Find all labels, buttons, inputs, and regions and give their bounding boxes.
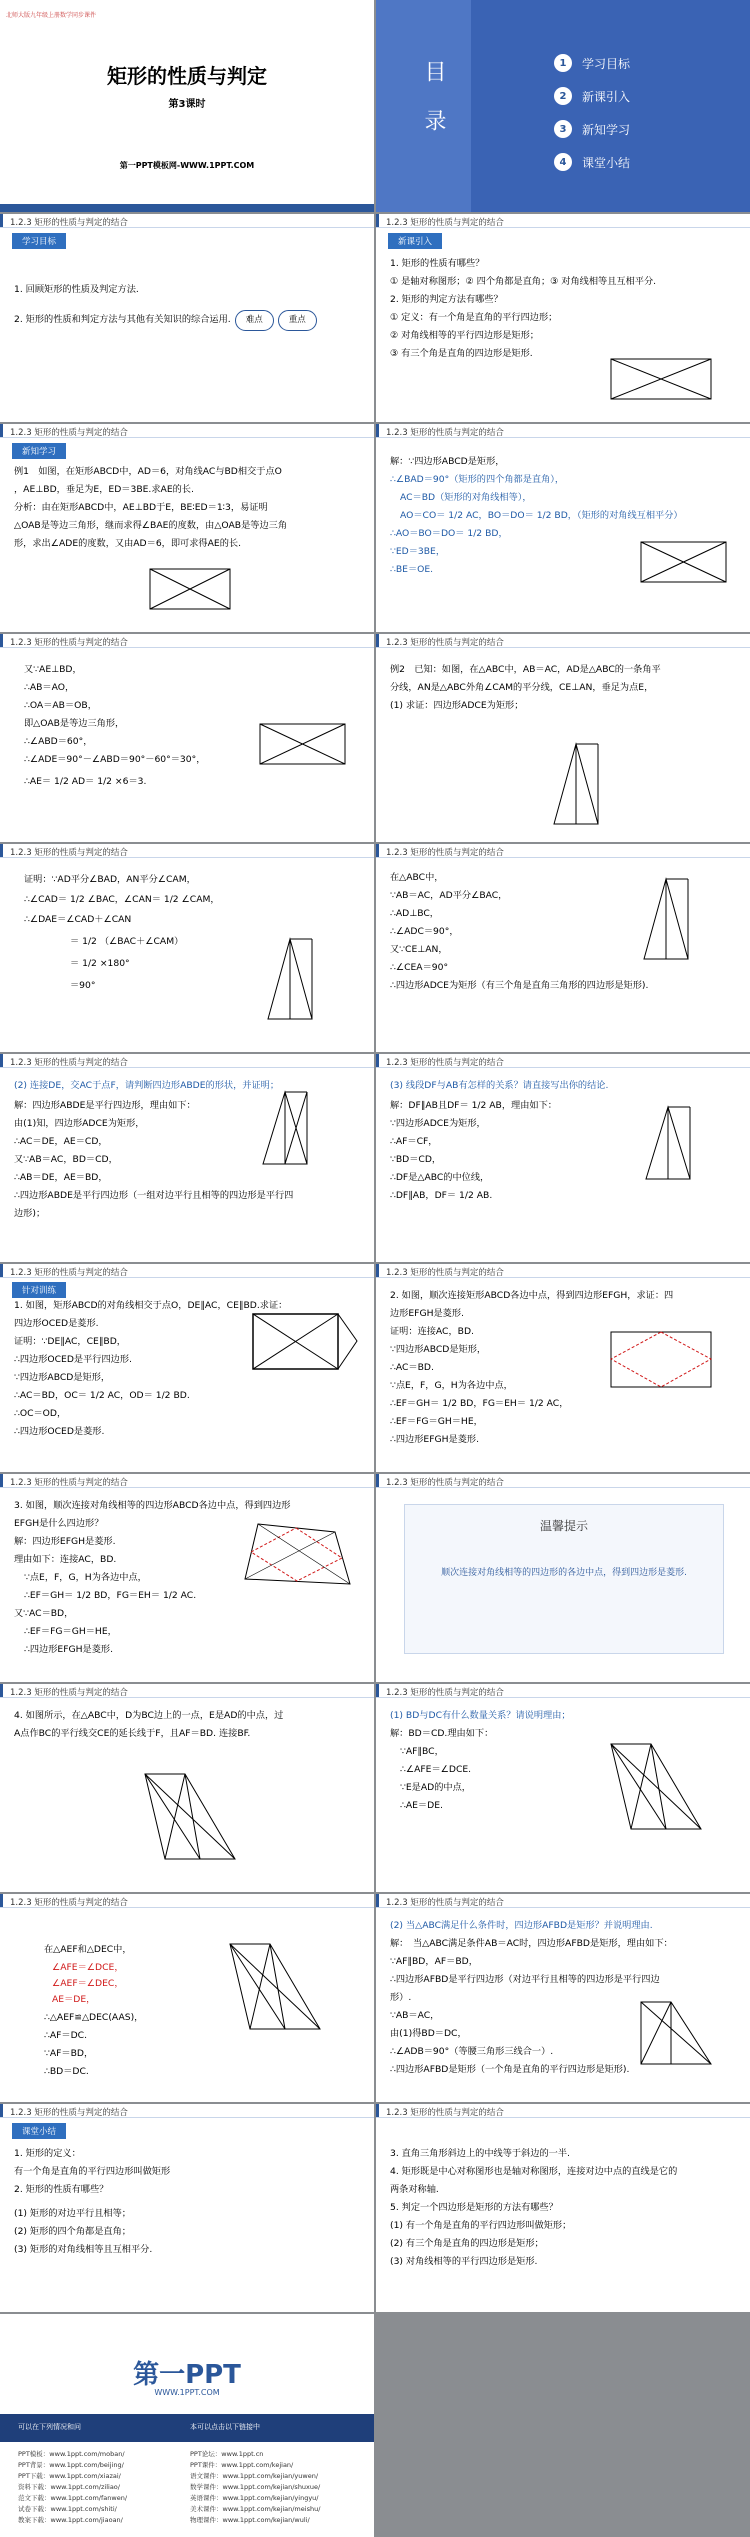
slide-header: 1.2.3 矩形的性质与判定的结合 — [0, 214, 374, 228]
text-line: ∵AB＝AC， — [390, 2010, 440, 2021]
text-line: (1) BD与DC有什么数量关系？请说明理由； — [390, 1710, 571, 1721]
footer-link[interactable]: PPT下载：www.1ppt.com/xiazai/ — [18, 2472, 121, 2480]
difficulty-pill: 难点 — [235, 310, 274, 331]
footer-band: 可以在下列情况和问 本可以点击以下链接中 — [0, 2414, 374, 2442]
quadrilateral-figure — [240, 1514, 360, 1594]
triangle-parallel-figure — [220, 1929, 330, 2039]
text-line: ∴EF＝GH＝ 1/2 BD，FG＝EH＝ 1/2 AC. — [24, 1590, 197, 1601]
text-line: 形）. — [390, 1992, 412, 2003]
text-line: ∴AB＝AO， — [24, 682, 75, 693]
text-line: 由(1)知，四边形ADCE为矩形， — [14, 1118, 145, 1129]
text-line: A点作BC的平行线交CE的延长线于F，且AF＝BD. 连接BF. — [14, 1728, 251, 1739]
triangle-figure — [255, 1084, 315, 1174]
slide-intro[interactable] — [376, 214, 750, 422]
slide-example2[interactable] — [376, 634, 750, 842]
footer-link[interactable]: 试卷下载：www.1ppt.com/shiti/ — [18, 2505, 117, 2513]
text-line: ∴∠ADE＝90°－∠ABD＝90°－60°＝30°， — [24, 754, 206, 765]
rectangle-figure — [601, 349, 731, 409]
text-line: ∴∠DAE＝∠CAD＋∠CAN — [24, 914, 132, 925]
text-line: ∴OC＝OD， — [14, 1408, 67, 1419]
toc-item-3[interactable]: 3 新知学习 — [554, 120, 630, 138]
text-line: 即△OAB是等边三角形， — [24, 718, 125, 729]
cover-top-note: 北师大版九年级上册数学同步课件 — [6, 12, 97, 19]
slide-part2[interactable] — [0, 1054, 374, 1262]
cover-title: 矩形的性质与判定 — [107, 64, 267, 88]
text-line: 分析：由在矩形ABCD中，AE⊥BD于E，BE∶ED＝1∶3，易证明 — [14, 502, 268, 513]
cover-site: 第一PPT模板网-WWW.1PPT.COM — [119, 161, 255, 170]
text-line: 在△ABC中， — [390, 872, 444, 883]
midpoint-rhombus-figure — [606, 1324, 716, 1394]
slide-header: 1.2.3 矩形的性质与判定的结合 — [0, 1054, 374, 1068]
footer-link[interactable]: 语文课件：www.1ppt.com/kejian/yuwen/ — [190, 2472, 319, 2480]
slide-proof-angles[interactable] — [0, 844, 374, 1052]
text-line: ∴DF∥AB，DF＝ 1/2 AB. — [390, 1190, 493, 1201]
text-line: 在△AEF和△DEC中， — [44, 1944, 132, 1955]
toc-item-2[interactable]: 2 新课引入 — [554, 87, 630, 105]
text-line: (2) 有三个角是直角的四边形是矩形； — [390, 2238, 544, 2249]
text-line: ∴AC＝BD. — [390, 1362, 434, 1373]
footer-link[interactable]: 物理课件：www.1ppt.com/kejian/wuli/ — [190, 2516, 310, 2524]
text-line: ∵AF∥BC， — [400, 1746, 444, 1757]
triangle-parallel-figure — [601, 1729, 711, 1839]
text-line: ∴EF＝GH＝ 1/2 BD，FG＝EH＝ 1/2 AC， — [390, 1398, 569, 1409]
text-line: ∵AF＝BD， — [44, 2048, 94, 2059]
tip-title: 温馨提示 — [539, 1519, 588, 1533]
text-line: ∴四边形OCED是菱形. — [14, 1426, 105, 1437]
text-line: 由(1)得BD＝DC， — [390, 2028, 467, 2039]
slide-summary2[interactable] — [376, 2104, 750, 2312]
text-line: ∵ED＝3BE， — [390, 546, 446, 557]
slide-header: 1.2.3 矩形的性质与判定的结合 — [0, 844, 374, 858]
rectangle-figure — [636, 532, 736, 592]
text-line: ② 对角线相等的平行四边形是矩形； — [390, 330, 539, 341]
footer-link[interactable]: PPT背景：www.1ppt.com/beijing/ — [18, 2461, 124, 2469]
text-line: ∴AF＝CF， — [390, 1136, 438, 1147]
slide-part3[interactable] — [376, 1054, 750, 1262]
text-line: ∴四边形AFBD是矩形（一个角是直角的平行四边形是矩形). — [390, 2064, 630, 2075]
text-line: ∴DF是△ABC的中位线， — [390, 1172, 490, 1183]
text-line: 解：四边形ABDE是平行四边形，理由如下： — [14, 1100, 196, 1111]
text-line: ∴∠CAD＝ 1/2 ∠BAC，∠CAN＝ 1/2 ∠CAM， — [24, 894, 220, 905]
toc-item-1[interactable]: 1 学习目标 — [554, 54, 630, 72]
footer-link[interactable]: PPT课件：www.1ppt.com/kejian/ — [190, 2461, 294, 2469]
footer-link[interactable]: 数学课件：www.1ppt.com/kejian/shuxue/ — [190, 2483, 321, 2491]
slide-header: 1.2.3 矩形的性质与判定的结合 — [376, 1894, 750, 1908]
slide-footer[interactable] — [0, 2314, 374, 2537]
rectangle-rhombus-figure — [245, 1304, 365, 1384]
slide-practice1[interactable] — [0, 1264, 374, 1472]
slide-header: 1.2.3 矩形的性质与判定的结合 — [376, 1054, 750, 1068]
text-line: ∴∠ADB＝90°（等腰三角形三线合一）. — [390, 2046, 554, 2057]
text-line: ∴EF＝FG＝GH＝HE， — [390, 1416, 483, 1427]
text-line: 解：DF∥AB且DF＝ 1/2 AB，理由如下： — [390, 1100, 557, 1111]
goal-line-2: 2. 矩形的性质和判定方法与其他有关知识的综合运用. 难点 重点 — [14, 310, 317, 331]
text-line: 解：四边形EFGH是菱形. — [14, 1536, 116, 1547]
triangle-figure — [636, 869, 696, 969]
text-line: 又∵AC＝BD， — [14, 1608, 74, 1619]
slide-header: 1.2.3 矩形的性质与判定的结合 — [376, 1264, 750, 1278]
text-line: ∴∠ABD＝60°， — [24, 736, 93, 747]
slide-summary[interactable] — [0, 2104, 374, 2312]
text-line: (2) 连接DE，交AC于点F，请判断四边形ABDE的形状，并证明； — [14, 1080, 280, 1091]
text-line: ∴AE＝ 1/2 AD＝ 1/2 ×6＝3. — [24, 776, 147, 787]
slide-practice4-b[interactable] — [0, 1894, 374, 2102]
text-line: ＝90° — [70, 980, 96, 991]
rectangle-afbd-figure — [631, 1994, 721, 2074]
section-tag: 新知学习 — [12, 443, 66, 459]
cover-subtitle: 第3课时 — [168, 99, 206, 110]
text-line: ∴∠ADC＝90°， — [390, 926, 459, 937]
slide-header: 1.2.3 矩形的性质与判定的结合 — [0, 1474, 374, 1488]
footer-left-links — [18, 2449, 127, 2526]
text-line: ∵BD＝CD， — [390, 1154, 442, 1165]
text-line: AO＝CO＝ 1/2 AC，BO＝DO＝ 1/2 BD，（矩形的对角线互相平分） — [400, 510, 683, 521]
text-line: 3. 如图，顺次连接对角线相等的四边形ABCD各边中点，得到四边形 — [14, 1500, 291, 1511]
text-line: ∴EF＝FG＝GH＝HE， — [24, 1626, 117, 1637]
text-line: ∵AF∥BD，AF＝BD， — [390, 1956, 478, 1967]
text-line: ∴四边形AFBD是平行四边形（对边平行且相等的四边形是平行四边 — [390, 1974, 660, 1985]
text-line: ① 定义：有一个角是直角的平行四边形； — [390, 312, 558, 323]
footer-url[interactable]: WWW.1PPT.COM — [154, 2388, 220, 2397]
slide-practice3[interactable] — [0, 1474, 374, 1682]
text-line: 2. 矩形的判定方法有哪些？ — [390, 294, 503, 305]
text-line: ① 是轴对称图形；② 四个角都是直角；③ 对角线相等且互相平分. — [390, 276, 657, 287]
slide-header: 1.2.3 矩形的性质与判定的结合 — [0, 424, 374, 438]
text-line: 1. 矩形的性质有哪些？ — [390, 258, 485, 269]
text-line: ∵E是AD的中点， — [400, 1782, 471, 1793]
toc-title: 目 录 — [421, 60, 446, 141]
text-line: ＝ 1/2 （∠BAC＋∠CAM） — [70, 936, 184, 947]
toc-item-4[interactable]: 4 课堂小结 — [554, 153, 630, 171]
text-line: (1) 有一个角是直角的平行四边形叫做矩形； — [390, 2220, 572, 2231]
slide-header: 1.2.3 矩形的性质与判定的结合 — [376, 1684, 750, 1698]
rectangle-figure — [255, 714, 355, 774]
text-line: ∴AC＝BD，OC＝ 1/2 AC，OD＝ 1/2 BD. — [14, 1390, 190, 1401]
text-line: ∴∠AFE＝∠DCE. — [400, 1764, 472, 1775]
slide-header: 1.2.3 矩形的性质与判定的结合 — [0, 1894, 374, 1908]
text-line: ∵四边形ABCD是矩形， — [390, 1344, 487, 1355]
slide-header: 1.2.3 矩形的性质与判定的结合 — [376, 214, 750, 228]
text-line: 四边形OCED是菱形. — [14, 1318, 99, 1329]
text-line: 5. 判定一个四边形是矩形的方法有哪些？ — [390, 2202, 558, 2213]
slide-header: 1.2.3 矩形的性质与判定的结合 — [376, 2104, 750, 2118]
text-line: ③ 有三个角是直角的四边形是矩形. — [390, 348, 533, 359]
triangle-figure — [638, 1099, 698, 1189]
tip-box — [404, 1504, 724, 1654]
text-line: 边形)； — [14, 1208, 46, 1219]
text-line: EFGH是什么四边形？ — [14, 1518, 104, 1529]
text-line: ∴四边形OCED是平行四边形. — [14, 1354, 132, 1365]
text-line: (3) 线段DF与AB有怎样的关系？请直接写出你的结论. — [390, 1080, 609, 1091]
text-line: ∴BD＝DC. — [44, 2066, 89, 2077]
text-line: 2. 矩形的性质有哪些？ — [14, 2184, 109, 2195]
text-line: ∴AE＝DE. — [400, 1800, 443, 1811]
slide-header: 1.2.3 矩形的性质与判定的结合 — [0, 2104, 374, 2118]
section-tag: 针对训练 — [12, 1282, 66, 1298]
section-tag: 学习目标 — [12, 233, 66, 249]
text-line: ∵点E，F，G，H为各边中点， — [390, 1380, 513, 1391]
slide-goals[interactable] — [0, 214, 374, 422]
text-line: (2) 当△ABC满足什么条件时，四边形AFBD是矩形？并说明理由. — [390, 1920, 653, 1931]
slide-header: 1.2.3 矩形的性质与判定的结合 — [0, 1684, 374, 1698]
footer-link[interactable]: PPT论坛：www.1ppt.cn — [190, 2450, 264, 2458]
triangle-figure — [546, 734, 606, 834]
footer-link[interactable]: 范文下载：www.1ppt.com/fanwen/ — [18, 2494, 128, 2502]
footer-link[interactable]: PPT模板：www.1ppt.com/moban/ — [18, 2450, 125, 2458]
slide-practice2[interactable] — [376, 1264, 750, 1472]
tip-text: 顺次连接对角线相等的四边形的各边中点，得到四边形是菱形. — [441, 1568, 687, 1578]
text-line: ∴∠BAD＝90°（矩形的四个角都是直角）， — [390, 474, 565, 485]
text-line: 1. 矩形的定义： — [14, 2148, 81, 2159]
footer-right-links — [190, 2449, 320, 2526]
text-line: ∴OA＝AB＝OB， — [24, 700, 97, 711]
text-line: 边形EFGH是菱形. — [390, 1308, 464, 1319]
section-tag: 课堂小结 — [12, 2123, 66, 2139]
text-line: 例1 如图，在矩形ABCD中，AD＝6，对角线AC与BD相交于点O — [14, 466, 282, 477]
text-line: 证明：连接AC，BD. — [390, 1326, 474, 1337]
text-line: 有一个角是直角的平行四边形叫做矩形 — [14, 2166, 171, 2177]
slide-toc[interactable] — [376, 0, 750, 212]
slide-cover[interactable] — [0, 0, 374, 212]
text-line: 例2 已知：如图，在△ABC中，AB＝AC，AD是△ABC的一条角平 — [390, 664, 661, 675]
text-line: ∴∠CEA＝90° — [390, 962, 449, 973]
text-line: ∵AB＝AC，AD平分∠BAC， — [390, 890, 508, 901]
text-line: 又∵CE⊥AN， — [390, 944, 448, 955]
slide-example1[interactable] — [0, 424, 374, 632]
text-line: ∴△AEF≌△DEC(AAS)， — [44, 2012, 144, 2023]
key-point-pill: 重点 — [278, 310, 317, 331]
slide-header: 1.2.3 矩形的性质与判定的结合 — [376, 424, 750, 438]
text-line: 证明：∵DE∥AC，CE∥BD， — [14, 1336, 126, 1347]
text-line: 4. 如图所示，在△ABC中，D为BC边上的一点，E是AD的中点，过 — [14, 1710, 284, 1721]
text-line: △OAB是等边三角形，继而求得∠BAE的度数，由△OAB是等边三角 — [14, 520, 288, 531]
text-line: ∴AD⊥BC， — [390, 908, 439, 919]
text-line: 解：∵四边形ABCD是矩形， — [390, 456, 505, 467]
text-line: 理由如下：连接AC，BD. — [14, 1554, 117, 1565]
text-line: 2. 如图，顺次连接矩形ABCD各边中点，得到四边形EFGH，求证：四 — [390, 1290, 674, 1301]
slide-header: 1.2.3 矩形的性质与判定的结合 — [376, 844, 750, 858]
text-line: ＝ 1/2 ×180° — [70, 958, 130, 969]
text-line: 又∵AB＝AC，BD＝CD， — [14, 1154, 118, 1165]
cover-bottom-bar — [0, 204, 374, 212]
text-line: ∴AB＝DE，AE＝BD， — [14, 1172, 108, 1183]
text-line: ∵四边形ABCD是矩形， — [14, 1372, 111, 1383]
text-line: ，AE⊥BD，垂足为E，ED＝3BE.求AE的长. — [14, 484, 194, 495]
footer-link[interactable]: 教案下载：www.1ppt.com/jiaoan/ — [18, 2516, 123, 2524]
text-line: 1. 如图，矩形ABCD的对角线相交于点O，DE∥AC，CE∥BD.求证： — [14, 1300, 288, 1311]
slide-header: 1.2.3 矩形的性质与判定的结合 — [0, 634, 374, 648]
text-line: ∴四边形EFGH是菱形. — [24, 1644, 114, 1655]
text-line: 形，求出∠ADE的度数，又由AD＝6，即可求得AE的长. — [14, 538, 241, 549]
slide-header: 1.2.3 矩形的性质与判定的结合 — [0, 1264, 374, 1278]
text-line: 分线，AN是△ABC外角∠CAM的平分线，CE⊥AN，垂足为点E， — [390, 682, 654, 693]
slide-tip[interactable] — [376, 1474, 750, 1682]
text-line: ∴AO＝BO＝DO＝ 1/2 BD， — [390, 528, 508, 539]
text-line: 4. 矩形既是中心对称图形也是轴对称图形，连接对边中点的直线是它的 — [390, 2166, 678, 2177]
text-line: ∵四边形ADCE为矩形， — [390, 1118, 486, 1129]
footer-link[interactable]: 资料下载：www.1ppt.com/ziliao/ — [18, 2483, 120, 2491]
footer-link[interactable]: 英语课件：www.1ppt.com/kejian/yingyu/ — [190, 2494, 319, 2502]
text-line: 又∵AE⊥BD， — [24, 664, 82, 675]
slide-proof-rectangle[interactable] — [376, 844, 750, 1052]
text-line: 解：BD＝CD.理由如下： — [390, 1728, 494, 1739]
slide-solution2[interactable] — [0, 634, 374, 842]
text-line: (3) 对角线相等的平行四边形是矩形. — [390, 2256, 538, 2267]
text-line: ∠AEF＝∠DEC， — [52, 1978, 124, 1989]
rectangle-figure — [140, 559, 240, 619]
text-line: 证明：∵AD平分∠BAD，AN平分∠CAM， — [24, 874, 196, 885]
slide-practice4[interactable] — [0, 1684, 374, 1892]
text-line: ∴AF＝DC. — [44, 2030, 88, 2041]
text-line: (1) 求证：四边形ADCE为矩形； — [390, 700, 524, 711]
text-line: ∴四边形ABDE是平行四边形（一组对边平行且相等的四边形是平行四 — [14, 1190, 294, 1201]
text-line: (2) 矩形的四个角都是直角； — [14, 2226, 131, 2237]
slide-solution1[interactable] — [376, 424, 750, 632]
text-line: 解： 当△ABC满足条件AB＝AC时，四边形AFBD是矩形，理由如下： — [390, 1938, 673, 1949]
footer-logo: 第一PPT — [133, 2360, 241, 2390]
text-line: ∴四边形EFGH是菱形. — [390, 1434, 480, 1445]
text-line: ∴AC＝DE，AE＝CD， — [14, 1136, 108, 1147]
text-line: ∴BE＝OE. — [390, 564, 434, 575]
slide-header: 1.2.3 矩形的性质与判定的结合 — [376, 634, 750, 648]
text-line: 3. 直角三角形斜边上的中线等于斜边的一半. — [390, 2148, 570, 2159]
text-line: (3) 矩形的对角线相等且互相平分. — [14, 2244, 153, 2255]
section-tag: 新课引入 — [388, 233, 442, 249]
text-line: ∴四边形ADCE为矩形（有三个角是直角三角形的四边形是矩形). — [390, 980, 649, 991]
text-line: ∠AFE＝∠DCE， — [52, 1962, 124, 1973]
triangle-parallel-figure — [135, 1759, 245, 1869]
text-line: AE＝DE， — [52, 1994, 96, 2005]
triangle-figure — [260, 929, 320, 1029]
slide-header: 1.2.3 矩形的性质与判定的结合 — [376, 1474, 750, 1488]
text-line: 1. 回顾矩形的性质及判定方法. — [14, 284, 139, 295]
text-line: AC＝BD（矩形的对角线相等）， — [400, 492, 532, 503]
text-line: (1) 矩形的对边平行且相等； — [14, 2208, 131, 2219]
text-line: ∵点E，F，G，H为各边中点， — [24, 1572, 147, 1583]
text-line: 两条对称轴. — [390, 2184, 439, 2195]
slide-practice4-a[interactable] — [376, 1684, 750, 1892]
slide-practice4-c[interactable] — [376, 1894, 750, 2102]
footer-link[interactable]: 美术课件：www.1ppt.com/kejian/meishu/ — [190, 2505, 321, 2513]
